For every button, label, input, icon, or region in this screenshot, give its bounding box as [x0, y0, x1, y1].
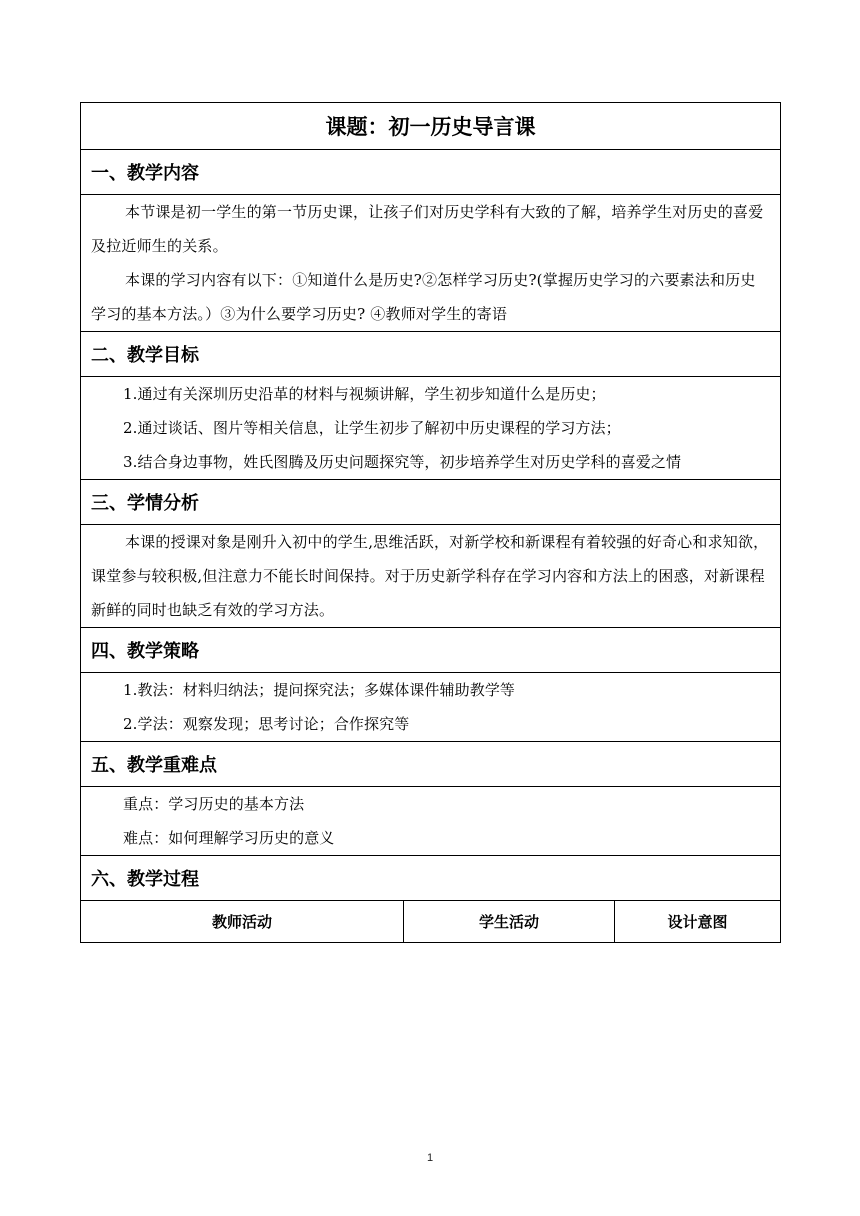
- lesson-plan-table: [80, 102, 781, 943]
- objective-item: 1.通过有关深圳历史沿革的材料与视频讲解，学生初步知道什么是历史；: [123, 385, 606, 403]
- key-point-item: 难点：如何理解学习历史的意义: [123, 829, 335, 847]
- column-header-teacher: 教师活动: [81, 901, 404, 943]
- section-heading-objectives: 二、教学目标: [81, 332, 781, 377]
- strategy-item: 2.学法：观察发现；思考讨论；合作探究等: [123, 715, 410, 733]
- objective-item: 2.通过谈话、图片等相关信息，让学生初步了解初中历史课程的学习方法；: [123, 419, 621, 437]
- content-paragraph: 本课的学习内容有以下：①知道什么是历史?②怎样学习历史?(掌握历史学习的六要素法和历史学习的基本方法。）③为什么要学习历史? ④教师对学生的寄语: [91, 271, 756, 323]
- document-title: 课题：初一历史导言课: [81, 103, 781, 150]
- section-body-key-points: [81, 787, 781, 856]
- section-heading-analysis: 三、学情分析: [81, 480, 781, 525]
- section-heading-strategy: 四、教学策略: [81, 628, 781, 673]
- content-paragraph: 本节课是初一学生的第一节历史课，让孩子们对历史学科有大致的了解，培养学生对历史的喜爱及拉近师生的关系。: [91, 203, 764, 255]
- section-body-analysis: [81, 525, 781, 628]
- section-heading-content: 一、教学内容: [81, 150, 781, 195]
- section-body-strategy: [81, 673, 781, 742]
- section-body-content: [81, 195, 781, 332]
- analysis-paragraph: 本课的授课对象是刚升入初中的学生,思维活跃，对新学校和新课程有着较强的好奇心和求知欲，课堂参与较积极,但注意力不能长时间保持。对于历史新学科存在学习内容和方法上的困惑，对新课程新鲜的同时也缺乏有效的学习方法。: [91, 533, 769, 619]
- objective-item: 3.结合身边事物，姓氏图腾及历史问题探究等，初步培养学生对历史学科的喜爱之情: [123, 453, 682, 471]
- section-heading-process: 六、教学过程: [81, 856, 781, 901]
- section-heading-key-points: 五、教学重难点: [81, 742, 781, 787]
- section-body-objectives: [81, 377, 781, 480]
- page-number: 1: [426, 1152, 434, 1164]
- key-point-item: 重点：学习历史的基本方法: [123, 795, 305, 813]
- column-header-intent: 设计意图: [615, 901, 781, 943]
- column-header-student: 学生活动: [404, 901, 615, 943]
- strategy-item: 1.教法：材料归纳法；提问探究法；多媒体课件辅助教学等: [123, 681, 516, 699]
- process-header-row: [81, 901, 781, 943]
